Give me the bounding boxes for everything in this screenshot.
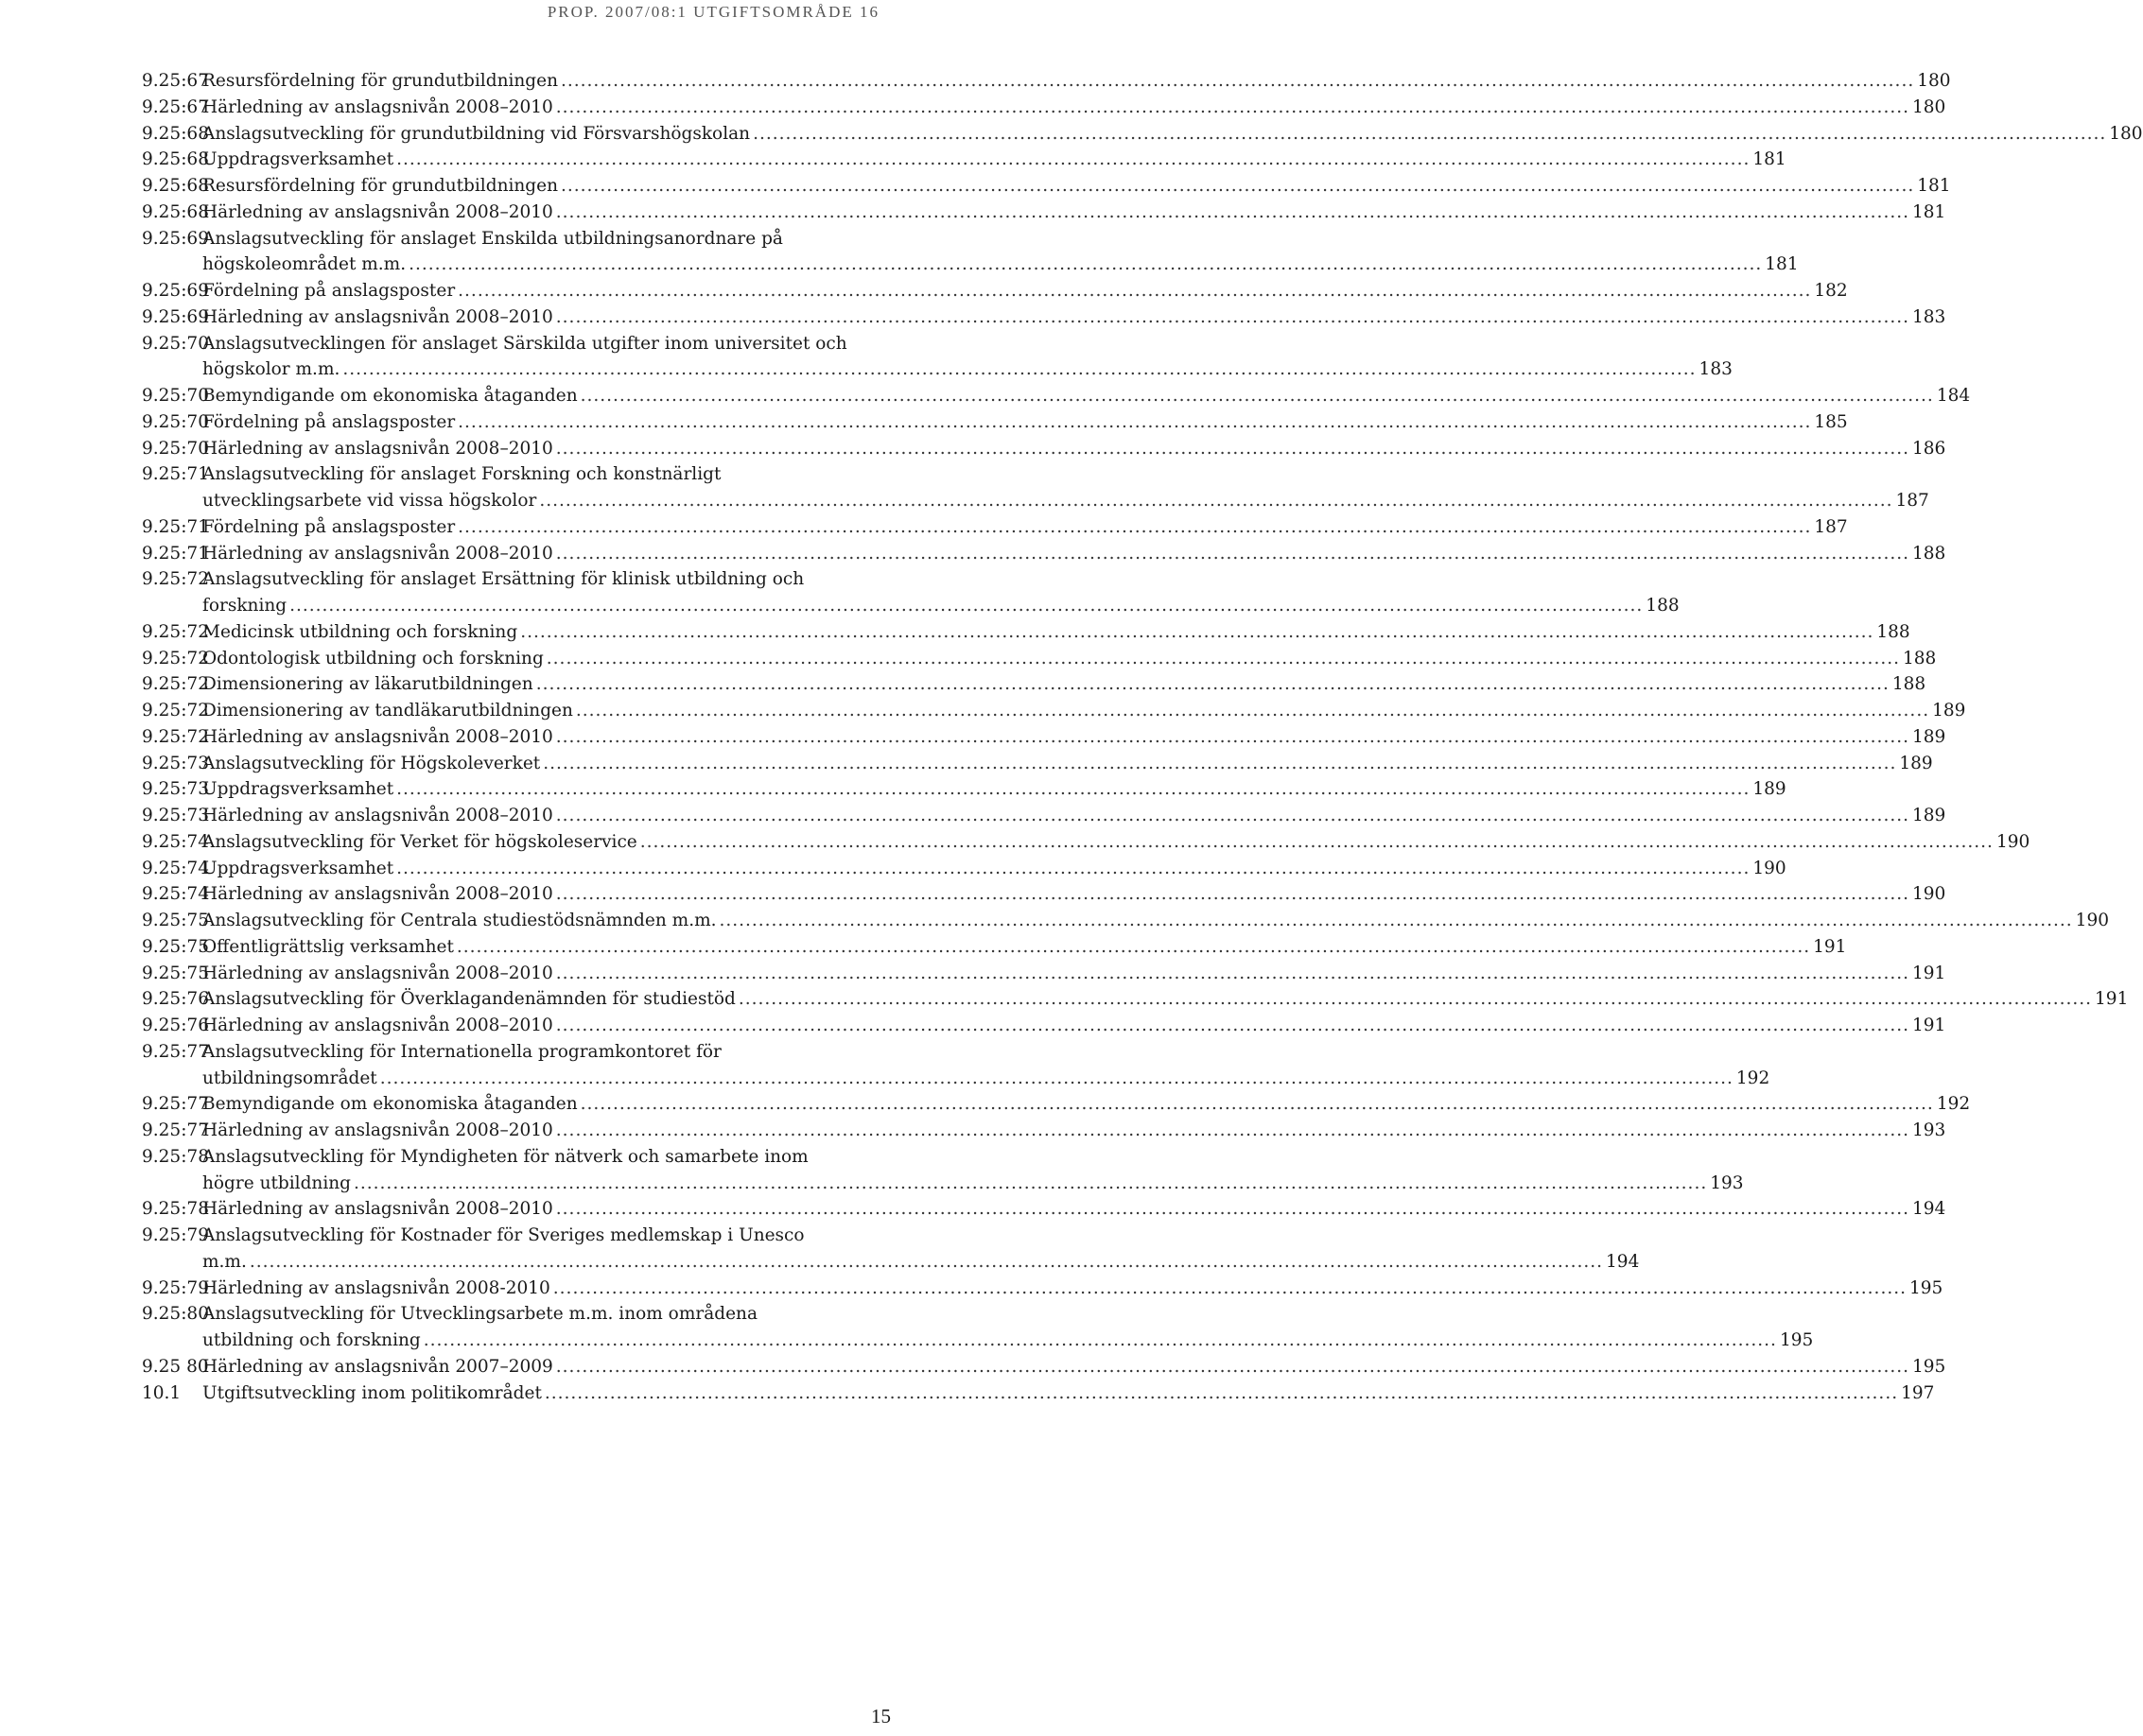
- toc-entry-title: Härledning av anslagsnivån 2008–2010: [202, 726, 553, 747]
- dot-leader: [556, 200, 1909, 226]
- toc-entry-number: 9.25:70: [142, 386, 209, 406]
- toc-entry: [142, 226, 1799, 279]
- toc-entry-title-continued: högskoleområdet m.m.: [202, 254, 407, 275]
- toc-entry-page: 186: [1911, 438, 1946, 459]
- toc-entry-number: 9.25:80: [142, 1304, 209, 1325]
- toc-entry-page: 191: [1911, 963, 1946, 983]
- toc-entry-title: Dimensionering av tandläkarutbildningen: [202, 701, 573, 720]
- dot-leader: [556, 961, 1909, 987]
- toc-entry-title: Anslagsutveckling för Myndigheten för nätverk och samarbete inom: [202, 1146, 809, 1167]
- toc-entry-title-continued: utbildning och forskning: [202, 1330, 421, 1350]
- toc-entry-line: [202, 121, 2143, 148]
- toc-entry-page: 188: [1911, 543, 1946, 564]
- dot-leader: [520, 619, 1873, 646]
- toc-entry-title-continued: utbildningsområdet: [202, 1068, 377, 1088]
- page-number: 15: [871, 1705, 891, 1727]
- toc-entry-title: Bemyndigande om ekonomiska åtaganden: [202, 1094, 578, 1115]
- toc-entry-page: 191: [1911, 1016, 1946, 1035]
- toc-entry-page: 192: [1936, 1094, 1971, 1115]
- toc-entry-page: 194: [1911, 1199, 1946, 1220]
- toc-entry-line: [202, 541, 1946, 567]
- toc-entry-title: Resursfördelning för grundutbildningen: [202, 176, 559, 196]
- toc-entry-number: 9.25:75: [142, 963, 209, 983]
- dot-leader: [458, 514, 1811, 541]
- toc-entry-title: Härledning av anslagsnivån 2008–2010: [202, 543, 553, 564]
- toc-entry-line: [202, 1091, 1971, 1118]
- toc-entry-number: 9.25:79: [142, 1225, 209, 1245]
- toc-entry-page: 193: [1911, 1120, 1946, 1140]
- dot-leader: [556, 1118, 1909, 1144]
- dot-leader: [543, 751, 1896, 777]
- toc-entry-title-continued: högre utbildning: [202, 1172, 352, 1193]
- toc-entry-line: [202, 1171, 1744, 1197]
- toc-entry-title: Fördelning på anslagsposter: [202, 281, 456, 301]
- toc-entry: [142, 934, 1847, 961]
- toc-entry-number: 10.1: [142, 1382, 182, 1403]
- toc-entry: [142, 331, 1733, 384]
- table-of-tables: [142, 68, 2143, 1406]
- toc-entry-line: [202, 1118, 1946, 1144]
- toc-entry: [142, 1354, 1946, 1380]
- toc-entry-page: 181: [1765, 254, 1799, 275]
- toc-entry: [142, 383, 1971, 409]
- toc-entry-page: 195: [1911, 1356, 1946, 1377]
- toc-entry-page: 183: [1911, 306, 1946, 327]
- toc-entry-number: 9.25 80: [142, 1356, 209, 1377]
- toc-entry-line: [202, 751, 1933, 777]
- toc-entry: [142, 961, 1946, 987]
- toc-entry-number: 9.25:72: [142, 569, 209, 590]
- toc-entry: [142, 1118, 1946, 1144]
- toc-entry-number: 9.25:77: [142, 1120, 209, 1140]
- dot-leader: [380, 1066, 1734, 1092]
- toc-entry-title: Uppdragsverksamhet: [202, 779, 394, 800]
- toc-entry-number: 9.25:78: [142, 1199, 209, 1220]
- toc-entry-line: [202, 173, 1951, 200]
- toc-entry-number: 9.25:72: [142, 621, 209, 642]
- toc-entry-page: 185: [1814, 411, 1848, 432]
- dot-leader: [556, 1196, 1909, 1223]
- dot-leader: [753, 121, 2106, 148]
- toc-entry: [142, 278, 1848, 304]
- toc-entry-number: 9.25:77: [142, 1041, 209, 1062]
- toc-entry-line: [202, 1066, 1770, 1092]
- toc-entry-page: 180: [1911, 96, 1946, 117]
- dot-leader: [556, 1354, 1909, 1380]
- toc-entry: [142, 803, 1946, 829]
- toc-entry-page: 188: [1902, 648, 1937, 668]
- toc-entry-line: [202, 1328, 1814, 1354]
- toc-entry-title: Härledning av anslagsnivån 2008–2010: [202, 438, 553, 459]
- dot-leader: [545, 1380, 1898, 1407]
- toc-entry: [142, 776, 1786, 803]
- toc-entry-number: 9.25:74: [142, 831, 209, 852]
- dot-leader: [396, 856, 1750, 882]
- toc-entry-number: 9.25:72: [142, 701, 209, 720]
- toc-entry-line: [202, 1276, 1943, 1302]
- dot-leader: [250, 1249, 1603, 1276]
- toc-entry: [142, 173, 1951, 200]
- toc-entry-number: 9.25:73: [142, 779, 209, 800]
- dot-leader: [556, 881, 1909, 908]
- toc-entry-title: Härledning av anslagsnivån 2008–2010: [202, 884, 553, 905]
- dot-leader: [354, 1171, 1707, 1197]
- toc-entry: [142, 671, 1926, 698]
- toc-entry-page: 180: [2109, 123, 2143, 144]
- toc-entry-page: 187: [1895, 491, 1929, 511]
- toc-entry-title-continued: utvecklingsarbete vid vissa högskolor: [202, 491, 537, 511]
- toc-entry: [142, 147, 1786, 173]
- toc-entry-line: [202, 514, 1848, 541]
- toc-entry-line: [202, 252, 1799, 278]
- toc-entry-line: [202, 436, 1946, 462]
- dot-leader: [556, 436, 1909, 462]
- toc-entry-page: 194: [1606, 1251, 1640, 1272]
- dot-leader: [409, 252, 1762, 278]
- toc-entry-title-continued: forskning: [202, 596, 287, 616]
- toc-entry: [142, 881, 1946, 908]
- toc-entry-number: 9.25:68: [142, 176, 209, 196]
- toc-entry-title: Medicinsk utbildning och forskning: [202, 621, 518, 642]
- toc-entry-line: [202, 488, 1929, 514]
- toc-entry-page: 195: [1908, 1277, 1943, 1298]
- toc-entry-number: 9.25:79: [142, 1277, 209, 1298]
- toc-entry-title: Anslagsutvecklingen för anslaget Särskilda utgifter inom universitet och: [202, 333, 847, 354]
- toc-entry-line: [202, 593, 1680, 619]
- toc-entry-line: [202, 671, 1926, 698]
- toc-entry: [142, 1223, 1640, 1276]
- dot-leader: [553, 1276, 1907, 1302]
- toc-entry-title: Fördelning på anslagsposter: [202, 411, 456, 432]
- toc-entry-line: [202, 856, 1786, 882]
- toc-entry-number: 9.25:74: [142, 884, 209, 905]
- dot-leader: [556, 1013, 1909, 1039]
- dot-leader: [556, 95, 1909, 121]
- toc-entry-title: Odontologisk utbildning och forskning: [202, 648, 544, 668]
- toc-entry: [142, 1276, 1943, 1302]
- toc-entry: [142, 541, 1946, 567]
- toc-entry-title: Bemyndigande om ekonomiska åtaganden: [202, 386, 578, 406]
- toc-entry-line: [202, 698, 1966, 724]
- toc-entry-number: 9.25:70: [142, 333, 209, 354]
- toc-entry: [142, 1301, 1814, 1354]
- toc-entry-page: 190: [1995, 831, 2030, 852]
- toc-entry-line: [202, 908, 2109, 934]
- toc-entry-page: 190: [1752, 858, 1786, 878]
- toc-entry-page: 191: [1813, 936, 1847, 957]
- toc-entry-number: 9.25:68: [142, 201, 209, 222]
- toc-entry-number: 9.25:73: [142, 753, 209, 773]
- toc-entry-title: Anslagsutveckling för Utvecklingsarbete m.m. inom områdena: [202, 1304, 758, 1325]
- toc-entry-page: 189: [1911, 806, 1946, 825]
- dot-leader: [556, 304, 1909, 331]
- toc-entry-number: 9.25:71: [142, 464, 209, 485]
- toc-entry: [142, 1144, 1744, 1197]
- toc-entry: [142, 986, 2129, 1013]
- toc-entry-title: Anslagsutveckling för grundutbildning vid Försvarshögskolan: [202, 123, 751, 144]
- toc-entry: [142, 1013, 1946, 1039]
- toc-entry-title: Anslagsutveckling för Kostnader för Sveriges medlemskap i Unesco: [202, 1225, 805, 1245]
- toc-entry-page: 187: [1814, 516, 1848, 537]
- toc-entry-line: [202, 881, 1946, 908]
- toc-entry-page: 191: [2095, 989, 2129, 1010]
- toc-entry-line: [202, 986, 2129, 1013]
- toc-entry-title: Anslagsutveckling för anslaget Ersättning för klinisk utbildning och: [202, 569, 805, 590]
- toc-entry-page: 189: [1932, 701, 1966, 720]
- toc-entry-line: [202, 776, 1786, 803]
- toc-entry-title: Härledning av anslagsnivån 2008-2010: [202, 1277, 550, 1298]
- toc-entry-title-continued: m.m.: [202, 1251, 247, 1272]
- toc-entry: [142, 1091, 1971, 1118]
- dot-leader: [720, 908, 2073, 934]
- toc-entry: [142, 856, 1786, 882]
- running-header: PROP. 2007/08:1 UTGIFTSOMRÅDE 16: [547, 3, 880, 21]
- dot-leader: [581, 1091, 1934, 1118]
- toc-entry-number: 9.25:70: [142, 411, 209, 432]
- toc-entry-line: [202, 1013, 1946, 1039]
- toc-entry-page: 192: [1735, 1068, 1770, 1088]
- toc-entry: [142, 461, 1929, 514]
- toc-entry: [142, 1039, 1770, 1092]
- toc-entry: [142, 121, 2143, 148]
- dot-leader: [342, 356, 1696, 383]
- toc-entry: [142, 619, 1910, 646]
- toc-entry-line: [202, 356, 1733, 383]
- toc-entry-title: Härledning av anslagsnivån 2007–2009: [202, 1356, 553, 1377]
- toc-entry-line: [202, 619, 1910, 646]
- toc-entry: [142, 908, 2109, 934]
- toc-entry-title: Offentligrättslig verksamhet: [202, 936, 454, 957]
- toc-entry-line: [202, 646, 1937, 672]
- dot-leader: [556, 803, 1909, 829]
- toc-entry-page: 181: [1752, 149, 1786, 170]
- toc-entry-number: 9.25:72: [142, 648, 209, 668]
- toc-entry-page: 183: [1699, 359, 1733, 380]
- dot-leader: [739, 986, 2092, 1013]
- toc-entry: [142, 200, 1946, 226]
- toc-entry-page: 190: [1911, 884, 1946, 905]
- toc-entry: [142, 409, 1848, 436]
- toc-entry-title: Uppdragsverksamhet: [202, 149, 394, 170]
- toc-entry-line: [202, 304, 1946, 331]
- toc-entry: [142, 1380, 1935, 1407]
- toc-entry-line: [202, 147, 1786, 173]
- dot-leader: [457, 934, 1810, 961]
- dot-leader: [640, 829, 1994, 856]
- toc-entry-number: 9.25:72: [142, 674, 209, 695]
- dot-leader: [458, 278, 1811, 304]
- toc-entry-page: 189: [1911, 726, 1946, 747]
- toc-entry-page: 188: [1876, 621, 1910, 642]
- toc-entry: [142, 68, 1951, 95]
- toc-entry-line: [202, 383, 1971, 409]
- toc-entry-line: [202, 724, 1946, 751]
- toc-entry-title: Härledning av anslagsnivån 2008–2010: [202, 963, 553, 983]
- toc-entry-number: 9.25:74: [142, 858, 209, 878]
- dot-leader: [547, 646, 1900, 672]
- toc-entry-title: Härledning av anslagsnivån 2008–2010: [202, 306, 553, 327]
- toc-entry-line: [202, 1196, 1946, 1223]
- toc-entry-title: Härledning av anslagsnivån 2008–2010: [202, 806, 553, 825]
- toc-entry-number: 9.25:71: [142, 516, 209, 537]
- toc-entry-number: 9.25:72: [142, 726, 209, 747]
- toc-entry-number: 9.25:68: [142, 149, 209, 170]
- dot-leader: [556, 724, 1909, 751]
- toc-entry-line: [202, 95, 1946, 121]
- toc-entry-line: [202, 1380, 1935, 1407]
- toc-entry-number: 9.25:77: [142, 1094, 209, 1115]
- dot-leader: [458, 409, 1811, 436]
- toc-entry-number: 9.25:69: [142, 228, 209, 249]
- dot-leader: [539, 488, 1892, 514]
- toc-entry: [142, 304, 1946, 331]
- toc-entry-page: 180: [1917, 71, 1951, 91]
- toc-entry-page: 188: [1646, 596, 1680, 616]
- toc-entry-line: [202, 68, 1951, 95]
- toc-entry-page: 181: [1911, 201, 1946, 222]
- toc-entry-title: Anslagsutveckling för Högskoleverket: [202, 753, 541, 773]
- dot-leader: [289, 593, 1643, 619]
- toc-entry-line: [202, 1354, 1946, 1380]
- toc-entry-line: [202, 934, 1847, 961]
- toc-entry-page: 181: [1917, 176, 1951, 196]
- toc-entry-line: [202, 1249, 1640, 1276]
- toc-entry-number: 9.25:69: [142, 306, 209, 327]
- toc-entry: [142, 514, 1848, 541]
- toc-entry-title-continued: högskolor m.m.: [202, 359, 340, 380]
- dot-leader: [556, 541, 1909, 567]
- toc-entry-title: Härledning av anslagsnivån 2008–2010: [202, 201, 553, 222]
- toc-entry: [142, 724, 1946, 751]
- toc-entry: [142, 436, 1946, 462]
- toc-entry-page: 193: [1710, 1172, 1744, 1193]
- toc-entry-line: [202, 803, 1946, 829]
- toc-entry-page: 190: [2075, 911, 2109, 930]
- toc-entry-title: Dimensionering av läkarutbildningen: [202, 674, 533, 695]
- toc-entry-line: [202, 409, 1848, 436]
- toc-entry-line: [202, 829, 2030, 856]
- toc-entry-title: Anslagsutveckling för Verket för högskoleservice: [202, 831, 637, 852]
- dot-leader: [561, 68, 1914, 95]
- toc-entry-number: 9.25:70: [142, 438, 209, 459]
- toc-entry-title: Härledning av anslagsnivån 2008–2010: [202, 1120, 553, 1140]
- toc-entry-number: 9.25:73: [142, 806, 209, 825]
- toc-entry-number: 9.25:71: [142, 543, 209, 564]
- toc-entry-line: [202, 961, 1946, 987]
- toc-entry-title: Utgiftsutveckling inom politikområdet: [202, 1382, 542, 1403]
- dot-leader: [396, 147, 1750, 173]
- dot-leader: [576, 698, 1929, 724]
- toc-entry-page: 189: [1752, 779, 1786, 800]
- toc-entry: [142, 566, 1680, 619]
- toc-entry-number: 9.25:78: [142, 1146, 209, 1167]
- dot-leader: [561, 173, 1914, 200]
- toc-entry-page: 189: [1899, 753, 1933, 773]
- toc-entry-page: 182: [1814, 281, 1848, 301]
- toc-entry: [142, 829, 2030, 856]
- toc-entry-title: Anslagsutveckling för anslaget Enskilda utbildningsanordnare på: [202, 228, 783, 249]
- toc-entry-page: 195: [1779, 1330, 1814, 1350]
- toc-entry-title: Anslagsutveckling för Överklagandenämnden för studiestöd: [202, 989, 736, 1010]
- toc-entry-title: Anslagsutveckling för Centrala studiestödsnämnden m.m.: [202, 911, 717, 930]
- toc-entry: [142, 95, 1946, 121]
- toc-entry-number: 9.25:67: [142, 96, 209, 117]
- dot-leader: [424, 1328, 1777, 1354]
- dot-leader: [581, 383, 1934, 409]
- toc-entry-number: 9.25:69: [142, 281, 209, 301]
- toc-entry-title: Uppdragsverksamhet: [202, 858, 394, 878]
- toc-entry: [142, 751, 1933, 777]
- toc-entry: [142, 1196, 1946, 1223]
- toc-entry: [142, 646, 1937, 672]
- toc-entry-page: 197: [1901, 1382, 1935, 1403]
- toc-entry-number: 9.25:75: [142, 936, 209, 957]
- toc-entry-title: Härledning av anslagsnivån 2008–2010: [202, 1199, 553, 1220]
- toc-entry-title: Härledning av anslagsnivån 2008–2010: [202, 1016, 553, 1035]
- dot-leader: [536, 671, 1890, 698]
- toc-entry-title: Resursfördelning för grundutbildningen: [202, 71, 559, 91]
- toc-entry-number: 9.25:76: [142, 989, 209, 1010]
- dot-leader: [396, 776, 1750, 803]
- toc-entry-title: Anslagsutveckling för Internationella programkontoret för: [202, 1041, 722, 1062]
- toc-entry-page: 184: [1936, 386, 1971, 406]
- toc-entry-title: Fördelning på anslagsposter: [202, 516, 456, 537]
- toc-entry-number: 9.25:68: [142, 123, 209, 144]
- toc-entry: [142, 698, 1966, 724]
- toc-entry-page: 188: [1891, 674, 1926, 695]
- toc-entry-number: 9.25:76: [142, 1016, 209, 1035]
- toc-entry-title: Härledning av anslagsnivån 2008–2010: [202, 96, 553, 117]
- toc-entry-line: [202, 278, 1848, 304]
- toc-entry-title: Anslagsutveckling för anslaget Forskning och konstnärligt: [202, 464, 722, 485]
- toc-entry-number: 9.25:67: [142, 71, 209, 91]
- toc-entry-number: 9.25:75: [142, 911, 209, 930]
- toc-entry-line: [202, 200, 1946, 226]
